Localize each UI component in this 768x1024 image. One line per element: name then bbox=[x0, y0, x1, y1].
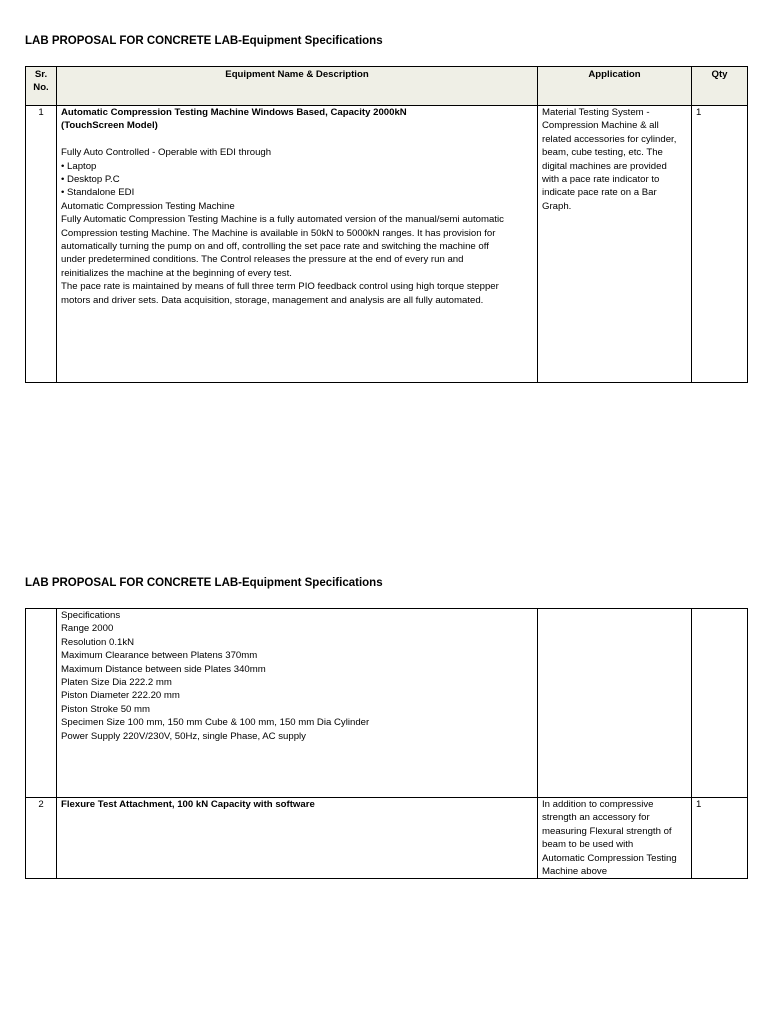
row-sr-number: 1 bbox=[26, 106, 57, 383]
spec-line: Range 2000 bbox=[61, 623, 114, 635]
description-line: motors and driver sets. Data acquisition, storage, management and analysis are all fully automated. bbox=[61, 294, 484, 306]
application-line: digital machines are provided bbox=[542, 160, 667, 172]
spec-line: Maximum Clearance between Platens 370mm bbox=[61, 650, 258, 662]
application-line: Compression Machine & all bbox=[542, 120, 659, 132]
row-description bbox=[57, 106, 538, 383]
equipment-table bbox=[25, 66, 748, 383]
row-application bbox=[538, 106, 692, 383]
row-qty: 1 bbox=[692, 106, 748, 383]
bullet-item: • Laptop bbox=[61, 160, 533, 173]
application-line: Material Testing System - bbox=[542, 107, 650, 118]
description-line: under predetermined conditions. The Control releases the pressure at the end of every run and bbox=[61, 254, 464, 266]
spec-line: Piston Diameter 222.20 mm bbox=[61, 690, 180, 702]
equipment-table-continued bbox=[25, 608, 748, 879]
row-specifications bbox=[57, 609, 538, 798]
row-qty bbox=[692, 609, 748, 798]
spec-line: Maximum Distance between side Plates 340mm bbox=[61, 663, 266, 675]
description-line: The pace rate is maintained by means of full three term PIO feedback control using high torque stepper bbox=[61, 281, 499, 293]
bullet-item: • Desktop P.C bbox=[61, 173, 533, 186]
description-line: Fully Automatic Compression Testing Machine is a fully automated version of the manual/semi automatic bbox=[61, 214, 504, 226]
page-title: LAB PROPOSAL FOR CONCRETE LAB-Equipment Specifications bbox=[25, 35, 383, 47]
application-line: Graph. bbox=[542, 200, 572, 212]
application-line: strength an accessory for bbox=[542, 812, 650, 824]
description-intro: Fully Auto Controlled - Operable with EDI through bbox=[61, 147, 272, 159]
equipment-title: Flexure Test Attachment, 100 kN Capacity with software bbox=[61, 799, 315, 810]
header-application: Application bbox=[538, 67, 692, 106]
table-row bbox=[26, 798, 748, 879]
application-line: beam, cube testing, etc. The bbox=[542, 147, 663, 159]
header-sr-no: Sr. No. bbox=[26, 67, 57, 106]
row-application bbox=[538, 609, 692, 798]
row-qty: 1 bbox=[692, 798, 748, 879]
equipment-subtitle: (TouchScreen Model) bbox=[61, 120, 158, 132]
application-line: with a pace rate indicator to bbox=[542, 174, 660, 186]
header-equipment-name: Equipment Name & Description bbox=[57, 67, 538, 106]
header-qty: Qty bbox=[692, 67, 748, 106]
spec-line: Specimen Size 100 mm, 150 mm Cube & 100 mm, 150 mm Dia Cylinder bbox=[61, 717, 370, 729]
row-application bbox=[538, 798, 692, 879]
table-header-row bbox=[26, 67, 748, 106]
application-line: In addition to compressive bbox=[542, 799, 654, 810]
equipment-title: Automatic Compression Testing Machine Windows Based, Capacity 2000kN bbox=[61, 107, 407, 118]
row-sr-number: 2 bbox=[26, 798, 57, 879]
spec-line: Resolution 0.1kN bbox=[61, 636, 135, 648]
application-line: beam to be used with bbox=[542, 839, 634, 851]
page-title: LAB PROPOSAL FOR CONCRETE LAB-Equipment Specifications bbox=[25, 577, 383, 589]
application-line: related accessories for cylinder, bbox=[542, 133, 677, 145]
application-line: indicate pace rate on a Bar bbox=[542, 187, 657, 199]
description-line: Compression testing Machine. The Machine is available in 50kN to 5000kN ranges. It has provision for bbox=[61, 227, 496, 239]
bullet-item: • Standalone EDI bbox=[61, 186, 533, 199]
description-line: reinitializes the machine at the beginning of every test. bbox=[61, 267, 292, 279]
application-line: Machine above bbox=[542, 866, 608, 878]
application-line: Automatic Compression Testing bbox=[542, 852, 677, 864]
row-sr-number bbox=[26, 609, 57, 798]
row-description bbox=[57, 798, 538, 879]
description-line: Automatic Compression Testing Machine bbox=[61, 200, 235, 212]
spec-line: Specifications bbox=[61, 610, 121, 621]
table-row bbox=[26, 106, 748, 383]
application-line: measuring Flexural strength of bbox=[542, 825, 672, 837]
spec-line: Piston Stroke 50 mm bbox=[61, 703, 151, 715]
spec-line: Power Supply 220V/230V, 50Hz, single Phase, AC supply bbox=[61, 730, 306, 742]
table-row bbox=[26, 609, 748, 798]
description-line: automatically turning the pump on and off, controlling the set pace rate and switching the machine off bbox=[61, 241, 489, 253]
spec-line: Platen Size Dia 222.2 mm bbox=[61, 677, 172, 689]
